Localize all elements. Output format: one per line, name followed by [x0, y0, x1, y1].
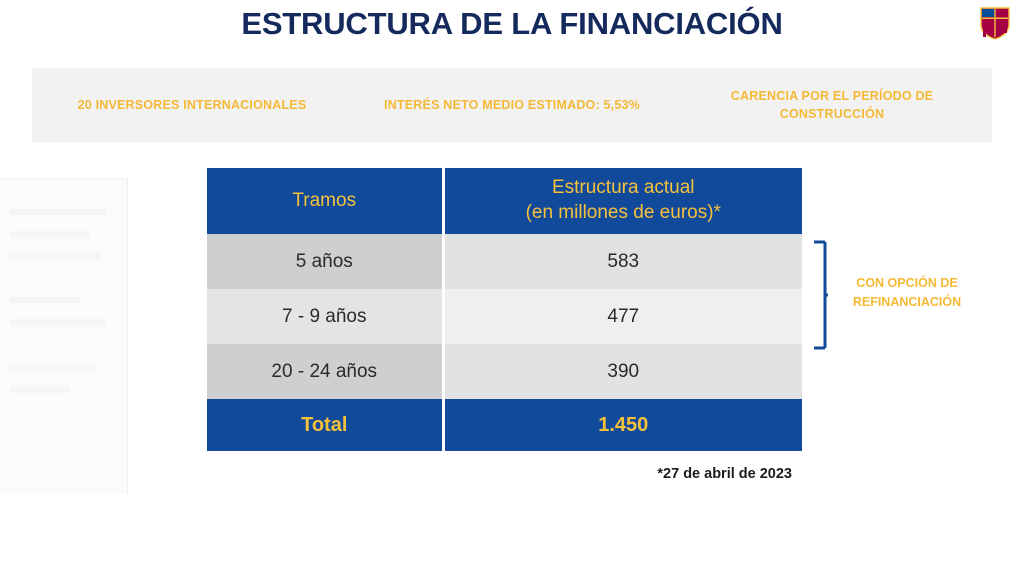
table-row	[207, 289, 802, 344]
refinancing-annotation-line2: REFINANCIACIÓN	[852, 294, 962, 309]
highlight-investors: 20 INVERSORES INTERNACIONALES	[77, 97, 307, 112]
row-tramo-value: 390	[443, 344, 802, 399]
table-header-row	[207, 168, 802, 234]
row-tramo-value: 477	[443, 289, 802, 344]
refinancing-annotation	[832, 274, 982, 312]
table-row	[207, 234, 802, 289]
fc-barcelona-crest-icon	[980, 6, 1010, 40]
table-header-structure-line1: Estructura actual	[551, 177, 695, 199]
row-tramo-label: 20 - 24 años	[207, 344, 443, 399]
financing-structure-table	[207, 168, 802, 451]
row-tramo-label: 7 - 9 años	[207, 289, 443, 344]
page-title: ESTRUCTURA DE LA FINANCIACIÓN	[241, 6, 783, 41]
total-label: Total	[207, 399, 443, 451]
row-tramo-label: 5 años	[207, 234, 443, 289]
row-tramo-value: 583	[443, 234, 802, 289]
table-header-structure-line2: (en millones de euros)*	[525, 202, 721, 223]
background-artifact	[0, 178, 128, 494]
table-total-row	[207, 399, 802, 451]
total-value: 1.450	[443, 399, 802, 451]
footnote-date: *27 de abril de 2023	[657, 466, 792, 482]
table-header-tramos: Tramos	[207, 168, 443, 234]
highlight-interest: INTERÉS NETO MEDIO ESTIMADO: 5,53%	[384, 97, 640, 112]
table-header-structure	[443, 168, 802, 234]
refinancing-annotation-line1: CON OPCIÓN DE	[856, 276, 958, 290]
refinancing-brace-icon	[812, 240, 828, 350]
table-row	[207, 344, 802, 399]
highlights-banner	[32, 68, 992, 142]
highlight-grace-period: CARENCIA POR EL PERÍODO DE CONSTRUCCIÓN	[730, 88, 934, 121]
